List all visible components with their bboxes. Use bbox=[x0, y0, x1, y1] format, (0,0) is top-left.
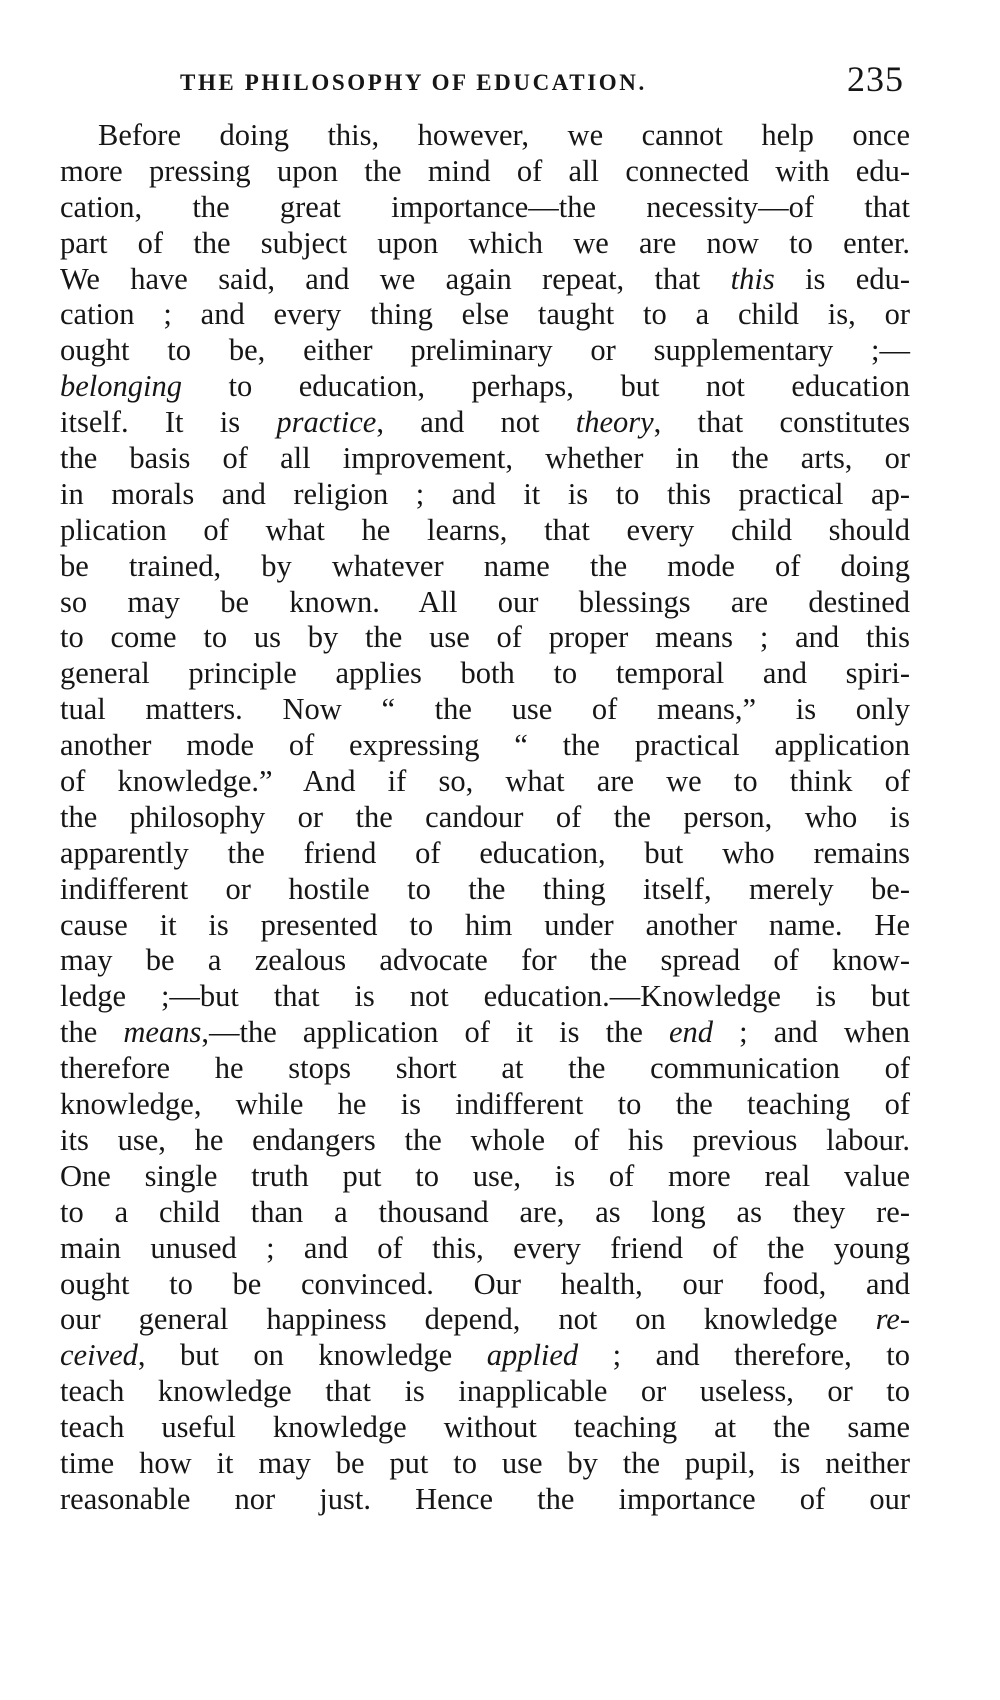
text-line: apparently the friend of education, but who remains bbox=[60, 835, 910, 870]
text-line: Before doing this, however, we cannot help once bbox=[98, 118, 910, 152]
text-line: in morals and religion ; and it is to this practical ap- bbox=[60, 476, 910, 511]
text-line: be trained, by whatever name the mode of doing bbox=[60, 548, 910, 583]
text-line: to come to us by the use of proper means ; and this bbox=[60, 620, 910, 655]
emphasis: means bbox=[123, 1015, 202, 1050]
text-line: knowledge, while he is indifferent to the teaching of bbox=[60, 1087, 910, 1122]
emphasis: re- bbox=[875, 1302, 910, 1337]
text-line: cation ; and every thing else taught to a child is, or bbox=[60, 297, 910, 332]
text-line: One single truth put to use, is of more real value bbox=[60, 1158, 910, 1193]
running-title: THE PHILOSOPHY OF EDUCATION. bbox=[180, 70, 647, 95]
emphasis: this bbox=[730, 261, 775, 296]
text-line: itself. It is practice, and not theory, that constitutes bbox=[60, 405, 910, 440]
running-header bbox=[60, 58, 910, 108]
text-line: therefore he stops short at the communication of bbox=[60, 1051, 910, 1086]
text-line: plication of what he learns, that every child should bbox=[60, 512, 910, 547]
emphasis: practice bbox=[276, 405, 377, 440]
emphasis: belonging bbox=[60, 369, 182, 404]
text-line: teach useful knowledge without teaching at the same bbox=[60, 1410, 910, 1445]
text-line: cause it is presented to him under another name. He bbox=[60, 907, 910, 942]
emphasis: applied bbox=[486, 1338, 579, 1373]
text-line: belonging to education, perhaps, but not education bbox=[60, 369, 910, 404]
page-number: 235 bbox=[847, 59, 904, 99]
book-page bbox=[60, 0, 910, 1700]
text-line: We have said, and we again repeat, that this is edu- bbox=[60, 261, 910, 296]
text-line: our general happiness depend, not on knowledge re- bbox=[60, 1302, 910, 1337]
text-line: ought to be convinced. Our health, our food, and bbox=[60, 1266, 910, 1301]
text-line: so may be known. All our blessings are destined bbox=[60, 584, 910, 619]
text-line: cation, the great importance—the necessity—of that bbox=[60, 189, 910, 224]
text-line: of knowledge.” And if so, what are we to think of bbox=[60, 764, 910, 799]
text-line: its use, he endangers the whole of his previous labour. bbox=[60, 1122, 910, 1157]
text-line: indifferent or hostile to the thing itself, merely be- bbox=[60, 871, 910, 906]
text-line: more pressing upon the mind of all connected with edu- bbox=[60, 153, 910, 188]
text-line: teach knowledge that is inapplicable or useless, or to bbox=[60, 1374, 910, 1409]
text-line: to a child than a thousand are, as long as they re- bbox=[60, 1194, 910, 1229]
text-line: the means,—the application of it is the end ; and when bbox=[60, 1015, 910, 1050]
text-line: tual matters. Now “ the use of means,” is only bbox=[60, 692, 910, 727]
text-line: may be a zealous advocate for the spread of know- bbox=[60, 943, 910, 978]
emphasis: ceived bbox=[60, 1338, 138, 1373]
text-line: part of the subject upon which we are now to enter. bbox=[60, 225, 910, 260]
text-line: the basis of all improvement, whether in the arts, or bbox=[60, 441, 910, 476]
emphasis: theory bbox=[575, 405, 654, 440]
emphasis: end bbox=[668, 1015, 714, 1050]
body-paragraph bbox=[60, 118, 910, 1518]
text-line: main unused ; and of this, every friend of the young bbox=[60, 1230, 910, 1265]
text-line: the philosophy or the candour of the person, who is bbox=[60, 799, 910, 834]
text-line: ledge ;—but that is not education.—Knowledge is but bbox=[60, 979, 910, 1014]
text-line: general principle applies both to temporal and spiri- bbox=[60, 656, 910, 691]
text-line: ought to be, either preliminary or supplementary ;— bbox=[60, 333, 910, 368]
text-line: ceived, but on knowledge applied ; and therefore, to bbox=[60, 1338, 910, 1373]
text-line: reasonable nor just. Hence the importance of our bbox=[60, 1481, 910, 1516]
text-line: another mode of expressing “ the practical application bbox=[60, 728, 910, 763]
text-line: time how it may be put to use by the pupil, is neither bbox=[60, 1445, 910, 1480]
